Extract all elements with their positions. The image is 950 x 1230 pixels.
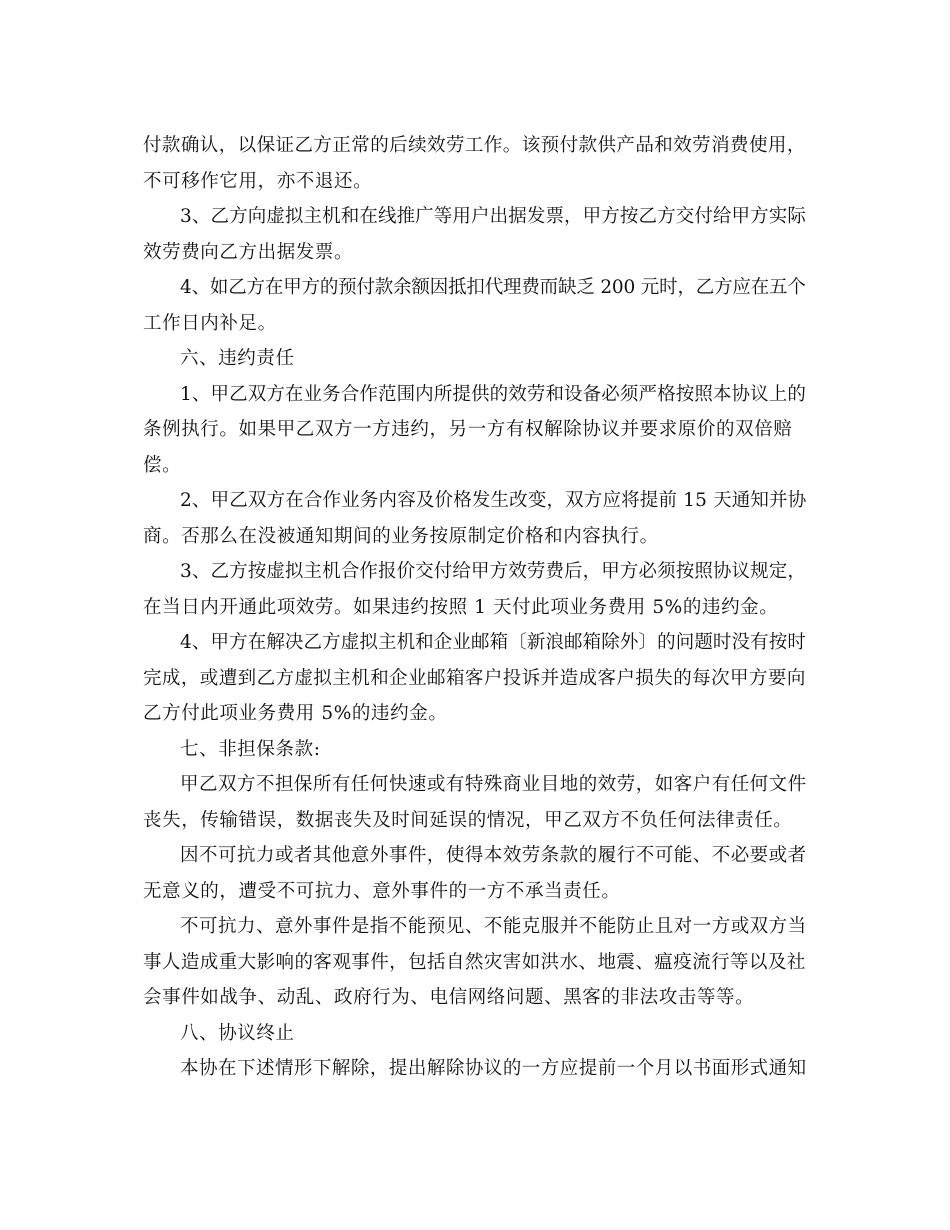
paragraph — [143, 554, 808, 625]
text-line: 不可移作它用，亦不退还。 — [143, 170, 373, 192]
text-line: 事人造成重大影响的客观事件，包括自然灾害如洪水、地震、瘟疫流行等以及社 — [143, 951, 806, 973]
text-line: 条例执行。如果甲乙双方一方违约，另一方有权解除协议并要求原价的双倍赔 — [143, 419, 793, 440]
paragraph — [143, 483, 808, 554]
text-line: 付款确认，以保证乙方正常的后续效劳工作。该预付款供产品和效劳消费使用， — [143, 135, 806, 156]
text-line: 会事件如战争、动乱、政府行为、电信网络问题、黑客的非法攻击等等。 — [143, 987, 755, 1008]
paragraph — [143, 377, 808, 484]
paragraph — [143, 270, 808, 341]
text-line: 七、非担保条款: — [180, 738, 321, 760]
text-line: 1、甲乙双方在业务合作范围内所提供的效劳和设备必须严格按照本协议上的 — [180, 383, 806, 405]
text-line: 偿。 — [143, 454, 182, 476]
paragraph — [143, 767, 808, 838]
text-line: 丧失，传输错误，数据丧失及时间延误的情况，甲乙双方不负任何法律责任。 — [143, 809, 793, 831]
paragraph — [143, 909, 808, 1016]
text-line: 4、甲方在解决乙方虚拟主机和企业邮箱〔新浪邮箱除外〕的问题时没有按时 — [180, 632, 806, 653]
paragraph — [143, 625, 808, 732]
paragraph — [143, 838, 808, 909]
text-line: 4、如乙方在甲方的预付款余额因抵扣代理费而缺乏 200 元时，乙方应在五个 — [180, 277, 806, 298]
text-line: 无意义的，遭受不可抗力、意外事件的一方不承当责任。 — [143, 880, 621, 902]
paragraph — [143, 199, 808, 270]
text-line: 因不可抗力或者其他意外事件，使得本效劳条款的履行不可能、不必要或者 — [180, 845, 807, 866]
text-line: 八、协议终止 — [180, 1022, 295, 1044]
text-line: 完成，或遭到乙方虚拟主机和企业邮箱客户投诉并造成客户损失的每次甲方要向 — [143, 667, 806, 689]
text-line: 工作日内补足。 — [143, 312, 277, 334]
text-line: 商。否那么在没被通知期间的业务按原制定价格和内容执行。 — [143, 525, 659, 547]
paragraph — [143, 128, 808, 199]
text-line: 六、违约责任 — [180, 348, 295, 369]
text-line: 乙方付此项业务费用 5%的违约金。 — [143, 703, 448, 724]
text-line: 3、乙方按虚拟主机合作报价交付给甲方效劳费后，甲方必须按照协议规定， — [180, 561, 806, 582]
section-heading — [143, 1016, 808, 1052]
paragraph — [143, 1051, 808, 1087]
text-line: 2、甲乙双方在合作业务内容及价格发生改变，双方应将提前 15 天通知并协 — [180, 490, 807, 511]
text-line: 本协在下述情形下解除，提出解除协议的一方应提前一个月以书面形式通知 — [180, 1058, 807, 1079]
document-body — [143, 128, 808, 1087]
text-line: 不可抗力、意外事件是指不能预见、不能克服并不能防止且对一方或双方当 — [180, 916, 807, 937]
text-line: 效劳费向乙方出据发票。 — [143, 241, 354, 263]
text-line: 甲乙双方不担保所有任何快速或有特殊商业目地的效劳，如客户有任何文件 — [180, 774, 807, 795]
text-line: 3、乙方向虚拟主机和在线推广等用户出据发票，甲方按乙方交付给甲方实际 — [180, 206, 806, 227]
section-heading — [143, 341, 808, 377]
section-heading — [143, 732, 808, 768]
text-line: 在当日内开通此项效劳。如果违约按照 1 天付此项业务费用 5%的违约金。 — [143, 596, 779, 618]
